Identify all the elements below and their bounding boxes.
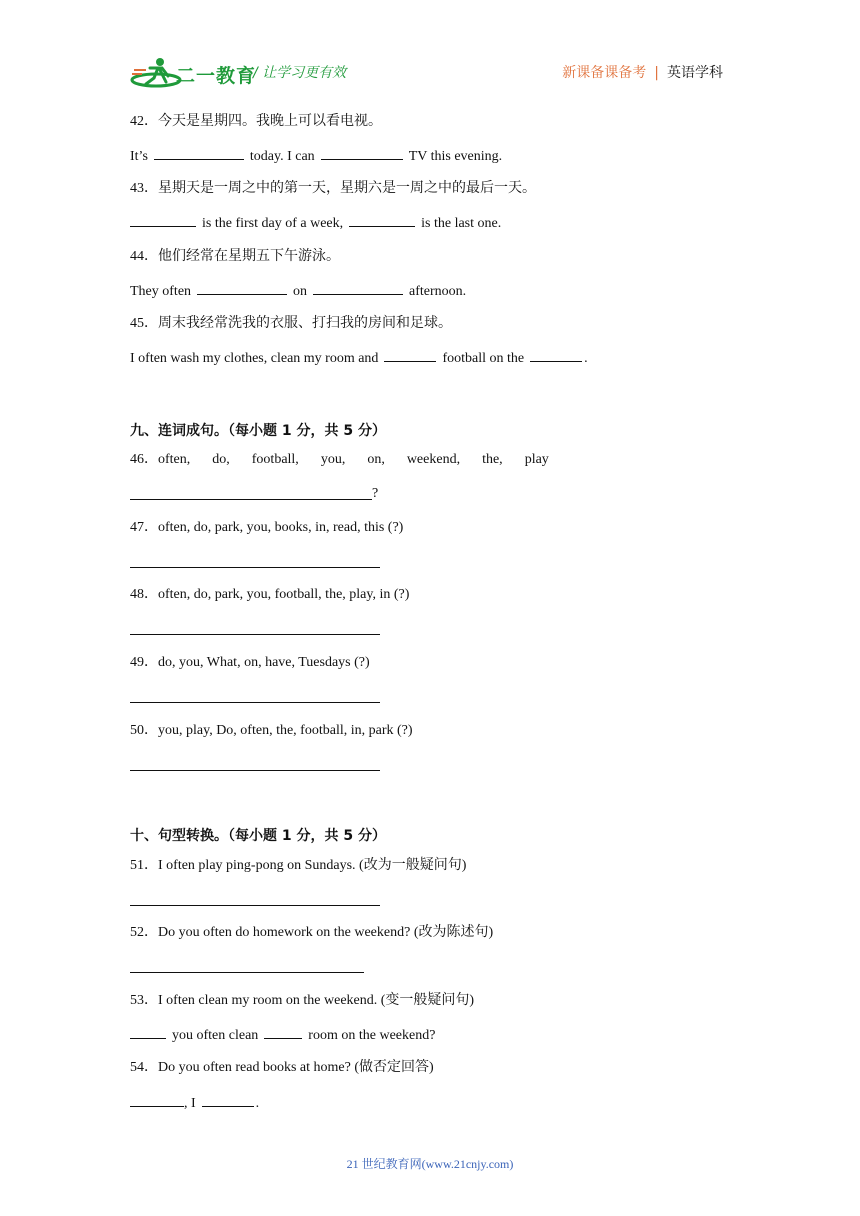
q46-word: the, (482, 452, 503, 467)
q46-question-mark: ? (372, 486, 379, 501)
q54-sentence (130, 1094, 259, 1113)
q46-word: play (524, 452, 549, 467)
header-right (562, 62, 723, 82)
q46-word: you, (320, 452, 346, 467)
q44-blank-1[interactable] (197, 282, 287, 295)
course-label: 新课备课备考 (562, 65, 647, 81)
q47-prompt: 47．often, do, park, you, books, in, read, this (?) (130, 520, 404, 535)
q43-sentence (130, 214, 501, 233)
q44-text-a: They often (130, 284, 192, 299)
q53-prompt: 53．I often clean my room on the weekend. (变一般疑问句) (130, 993, 475, 1008)
q54-text-b: , I (184, 1096, 196, 1111)
brand-name: 二一教育 (176, 65, 257, 87)
q42-blank-2[interactable] (321, 147, 403, 160)
header-separator: | (654, 65, 659, 81)
q44-sentence (130, 282, 466, 301)
q42-sentence (130, 147, 502, 166)
q45-text-c: . (584, 351, 588, 366)
q46-word: football, (251, 452, 299, 467)
q43-blank-2[interactable] (349, 214, 415, 227)
q49-answer-line[interactable] (130, 702, 380, 703)
q45-blank-1[interactable] (384, 349, 436, 362)
q44-text-b: on (293, 284, 308, 299)
q45-blank-2[interactable] (530, 349, 582, 362)
q53-blank-1[interactable] (130, 1026, 166, 1039)
q43-text-b: is the first day of a week, (202, 216, 344, 231)
q42-text-c: TV this evening. (408, 149, 503, 164)
q48-answer-line[interactable] (130, 634, 380, 635)
subject-label: 英语学科 (667, 65, 723, 81)
q45-prompt: 45．周末我经常洗我的衣服、打扫我的房间和足球。 (130, 316, 452, 331)
q53-text-c: room on the weekend? (308, 1028, 436, 1043)
q53-sentence (130, 1026, 435, 1045)
q46-word: on, (367, 452, 385, 467)
q44-text-c: afternoon. (409, 284, 467, 299)
q53-blank-2[interactable] (264, 1026, 302, 1039)
q42-prompt: 42．今天是星期四。我晚上可以看电视。 (130, 114, 382, 129)
q48-prompt: 48．often, do, park, you, football, the, play, in (?) (130, 587, 410, 602)
q51-answer-line[interactable] (130, 905, 380, 906)
q46-number: 46． (130, 452, 158, 467)
q49-prompt: 49．do, you, What, on, have, Tuesdays (?) (130, 655, 370, 670)
q46-answer-line[interactable] (130, 499, 372, 500)
slogan: / 让学习更有效 (253, 65, 347, 81)
q42-text-b: today. I can (249, 149, 315, 164)
q46-words (130, 451, 571, 469)
q43-text-c: is the last one. (421, 216, 502, 231)
q45-text-b: football on the (442, 351, 525, 366)
q46-word: do, (212, 452, 230, 467)
q54-blank-1[interactable] (130, 1094, 184, 1107)
q46-word: often, (158, 452, 191, 467)
q42-blank-1[interactable] (154, 147, 244, 160)
q45-text-a: I often wash my clothes, clean my room and (130, 351, 379, 366)
q42-text-a: It’s (130, 149, 148, 164)
q54-blank-2[interactable] (202, 1094, 254, 1107)
q43-blank-1[interactable] (130, 214, 196, 227)
q54-prompt: 54．Do you often read books at home? (做否定回答) (130, 1060, 434, 1075)
footer-watermark: 21 世纪教育网(www.21cnjy.com) (346, 1157, 514, 1171)
q44-blank-2[interactable] (313, 282, 403, 295)
q54-text-c: . (255, 1096, 260, 1111)
q44-prompt: 44．他们经常在星期五下午游泳。 (130, 249, 340, 264)
q51-prompt: 51．I often play ping-pong on Sundays. (改为一般疑问句) (130, 858, 467, 873)
q52-prompt: 52．Do you often do homework on the weekend? (改为陈述句) (130, 925, 494, 940)
q53-text-b: you often clean (172, 1028, 259, 1043)
q46-word: weekend, (406, 452, 461, 467)
section9-title: 九、连词成句。（每小题 1 分，共 5 分） (130, 423, 386, 439)
q52-answer-line[interactable] (130, 972, 364, 973)
q45-sentence (130, 349, 588, 368)
q43-prompt: 43．星期天是一周之中的第一天，星期六是一周之中的最后一天。 (130, 181, 536, 196)
q50-prompt: 50．you, play, Do, often, the, football, in, park (?) (130, 723, 413, 738)
q50-answer-line[interactable] (130, 770, 380, 771)
section10-title: 十、句型转换。（每小题 1 分，共 5 分） (130, 828, 386, 844)
q47-answer-line[interactable] (130, 567, 380, 568)
